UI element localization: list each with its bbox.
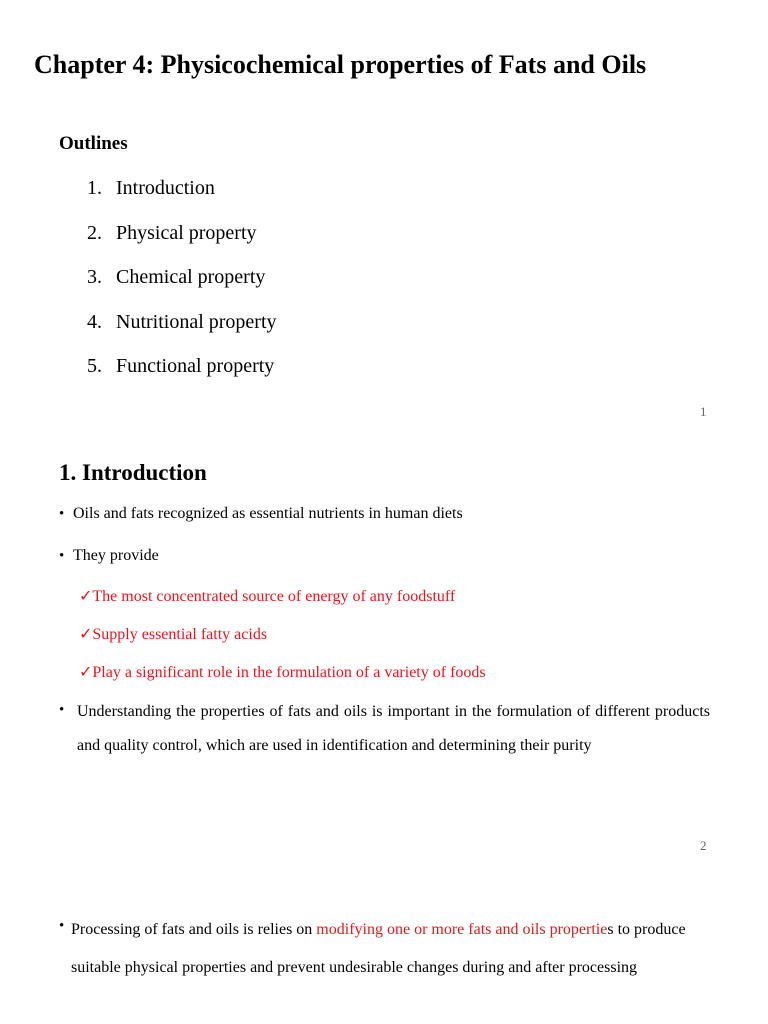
bullet-text: Oils and fats recognized as essential nutrients in human diets [73, 505, 463, 522]
outline-label: Functional property [116, 355, 275, 377]
outline-item [87, 177, 215, 200]
checked-item-text: The most concentrated source of energy of any foodstuff [92, 588, 456, 605]
bullet-dot: • [59, 506, 65, 522]
checked-item [79, 662, 486, 682]
outline-number: 2. [87, 222, 102, 244]
outlines-heading: Outlines [59, 133, 128, 154]
bullet-item [59, 547, 159, 565]
outline-number: 4. [87, 311, 102, 333]
outline-item [87, 355, 274, 378]
chapter-title: Chapter 4: Physicochemical properties of Fats and Oils [34, 50, 647, 79]
bullet-item [59, 505, 463, 523]
bullet-text: They provide [73, 547, 159, 564]
bullet-dot: • [59, 548, 65, 564]
outline-label: Nutritional property [116, 311, 277, 333]
checked-item [79, 624, 267, 644]
outline-item [87, 222, 257, 245]
checked-item [79, 586, 455, 606]
outline-label: Physical property [116, 222, 257, 244]
paragraph-text: s [607, 921, 614, 938]
page-number: 2 [700, 838, 707, 853]
checked-item-text: Supply essential fatty acids [92, 626, 268, 643]
paragraph-text: to produce suitable physical properties and prevent undesirable changes during and after processing [71, 921, 686, 976]
section-heading: 1. Introduction [59, 460, 207, 485]
outline-number: 3. [87, 266, 102, 288]
outline-item [87, 266, 265, 289]
outline-number: 5. [87, 355, 102, 377]
paragraph-text: Processing of fats and oils is relies on [71, 921, 317, 938]
bullet-dot: • [59, 918, 65, 934]
check-icon: ✓ [79, 588, 93, 605]
body-paragraph: Understanding the properties of fats and oils is important in the formulation of different products and quality control, which are used in identification and determining their purity [77, 703, 710, 754]
bullet-dot: • [59, 702, 65, 718]
check-icon: ✓ [79, 626, 93, 643]
outline-item [87, 311, 277, 334]
outline-label: Introduction [116, 177, 215, 199]
outline-label: Chemical property [116, 266, 266, 288]
checked-item-text: Play a significant role in the formulation of a variety of foods [92, 664, 486, 681]
outline-number: 1. [87, 177, 102, 199]
highlighted-text: modifying one or more fats and oils propertie [316, 921, 608, 938]
page-number: 1 [700, 404, 707, 419]
body-paragraph [71, 911, 711, 987]
check-icon: ✓ [79, 664, 93, 681]
